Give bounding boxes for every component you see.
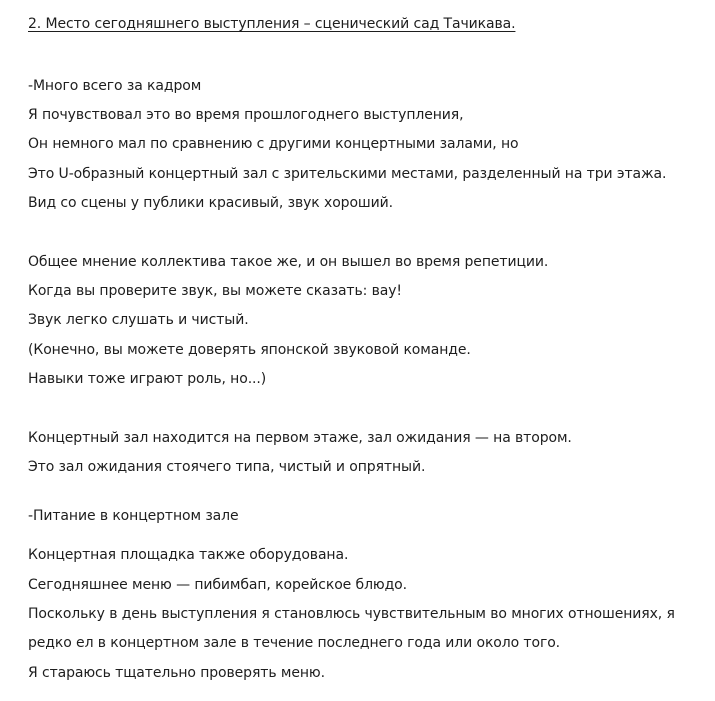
paragraph-line: Когда вы проверите звук, вы можете сказать: вау! xyxy=(28,283,402,299)
paragraph-line: Звук легко слушать и чистый. xyxy=(28,312,249,328)
paragraph-line: Концертная площадка также оборудована. xyxy=(28,547,349,563)
section-heading: 2. Место сегодняшнего выступления – сценический сад Тачикава. xyxy=(28,16,516,32)
paragraph-line: Это U-образный концертный зал с зрительскими местами, разделенный на три этажа. xyxy=(28,166,667,182)
paragraph-line: Он немного мал по сравнению с другими концертными залами, но xyxy=(28,136,519,152)
paragraph-line: Сегодняшнее меню — пибимбап, корейское блюдо. xyxy=(28,577,407,593)
paragraph-line: Я почувствовал это во время прошлогоднего выступления, xyxy=(28,107,464,123)
subheading-behind-the-scenes: -Много всего за кадром xyxy=(28,78,202,94)
paragraph-line: Навыки тоже играют роль, но...) xyxy=(28,371,267,387)
paragraph-line: Поскольку в день выступления я становлюсь чувствительным во многих отношениях, я xyxy=(28,606,675,622)
paragraph-line: Я стараюсь тщательно проверять меню. xyxy=(28,665,325,681)
paragraph-line: редко ел в концертном зале в течение последнего года или около того. xyxy=(28,635,561,651)
subheading-catering: -Питание в концертном зале xyxy=(28,508,239,524)
paragraph-line: Концертный зал находится на первом этаже, зал ожидания — на втором. xyxy=(28,430,572,446)
paragraph-line: Общее мнение коллектива такое же, и он вышел во время репетиции. xyxy=(28,254,549,270)
paragraph-line: (Конечно, вы можете доверять японской звуковой команде. xyxy=(28,342,471,358)
paragraph-line: Вид со сцены у публики красивый, звук хороший. xyxy=(28,195,393,211)
paragraph-line: Это зал ожидания стоячего типа, чистый и опрятный. xyxy=(28,459,426,475)
